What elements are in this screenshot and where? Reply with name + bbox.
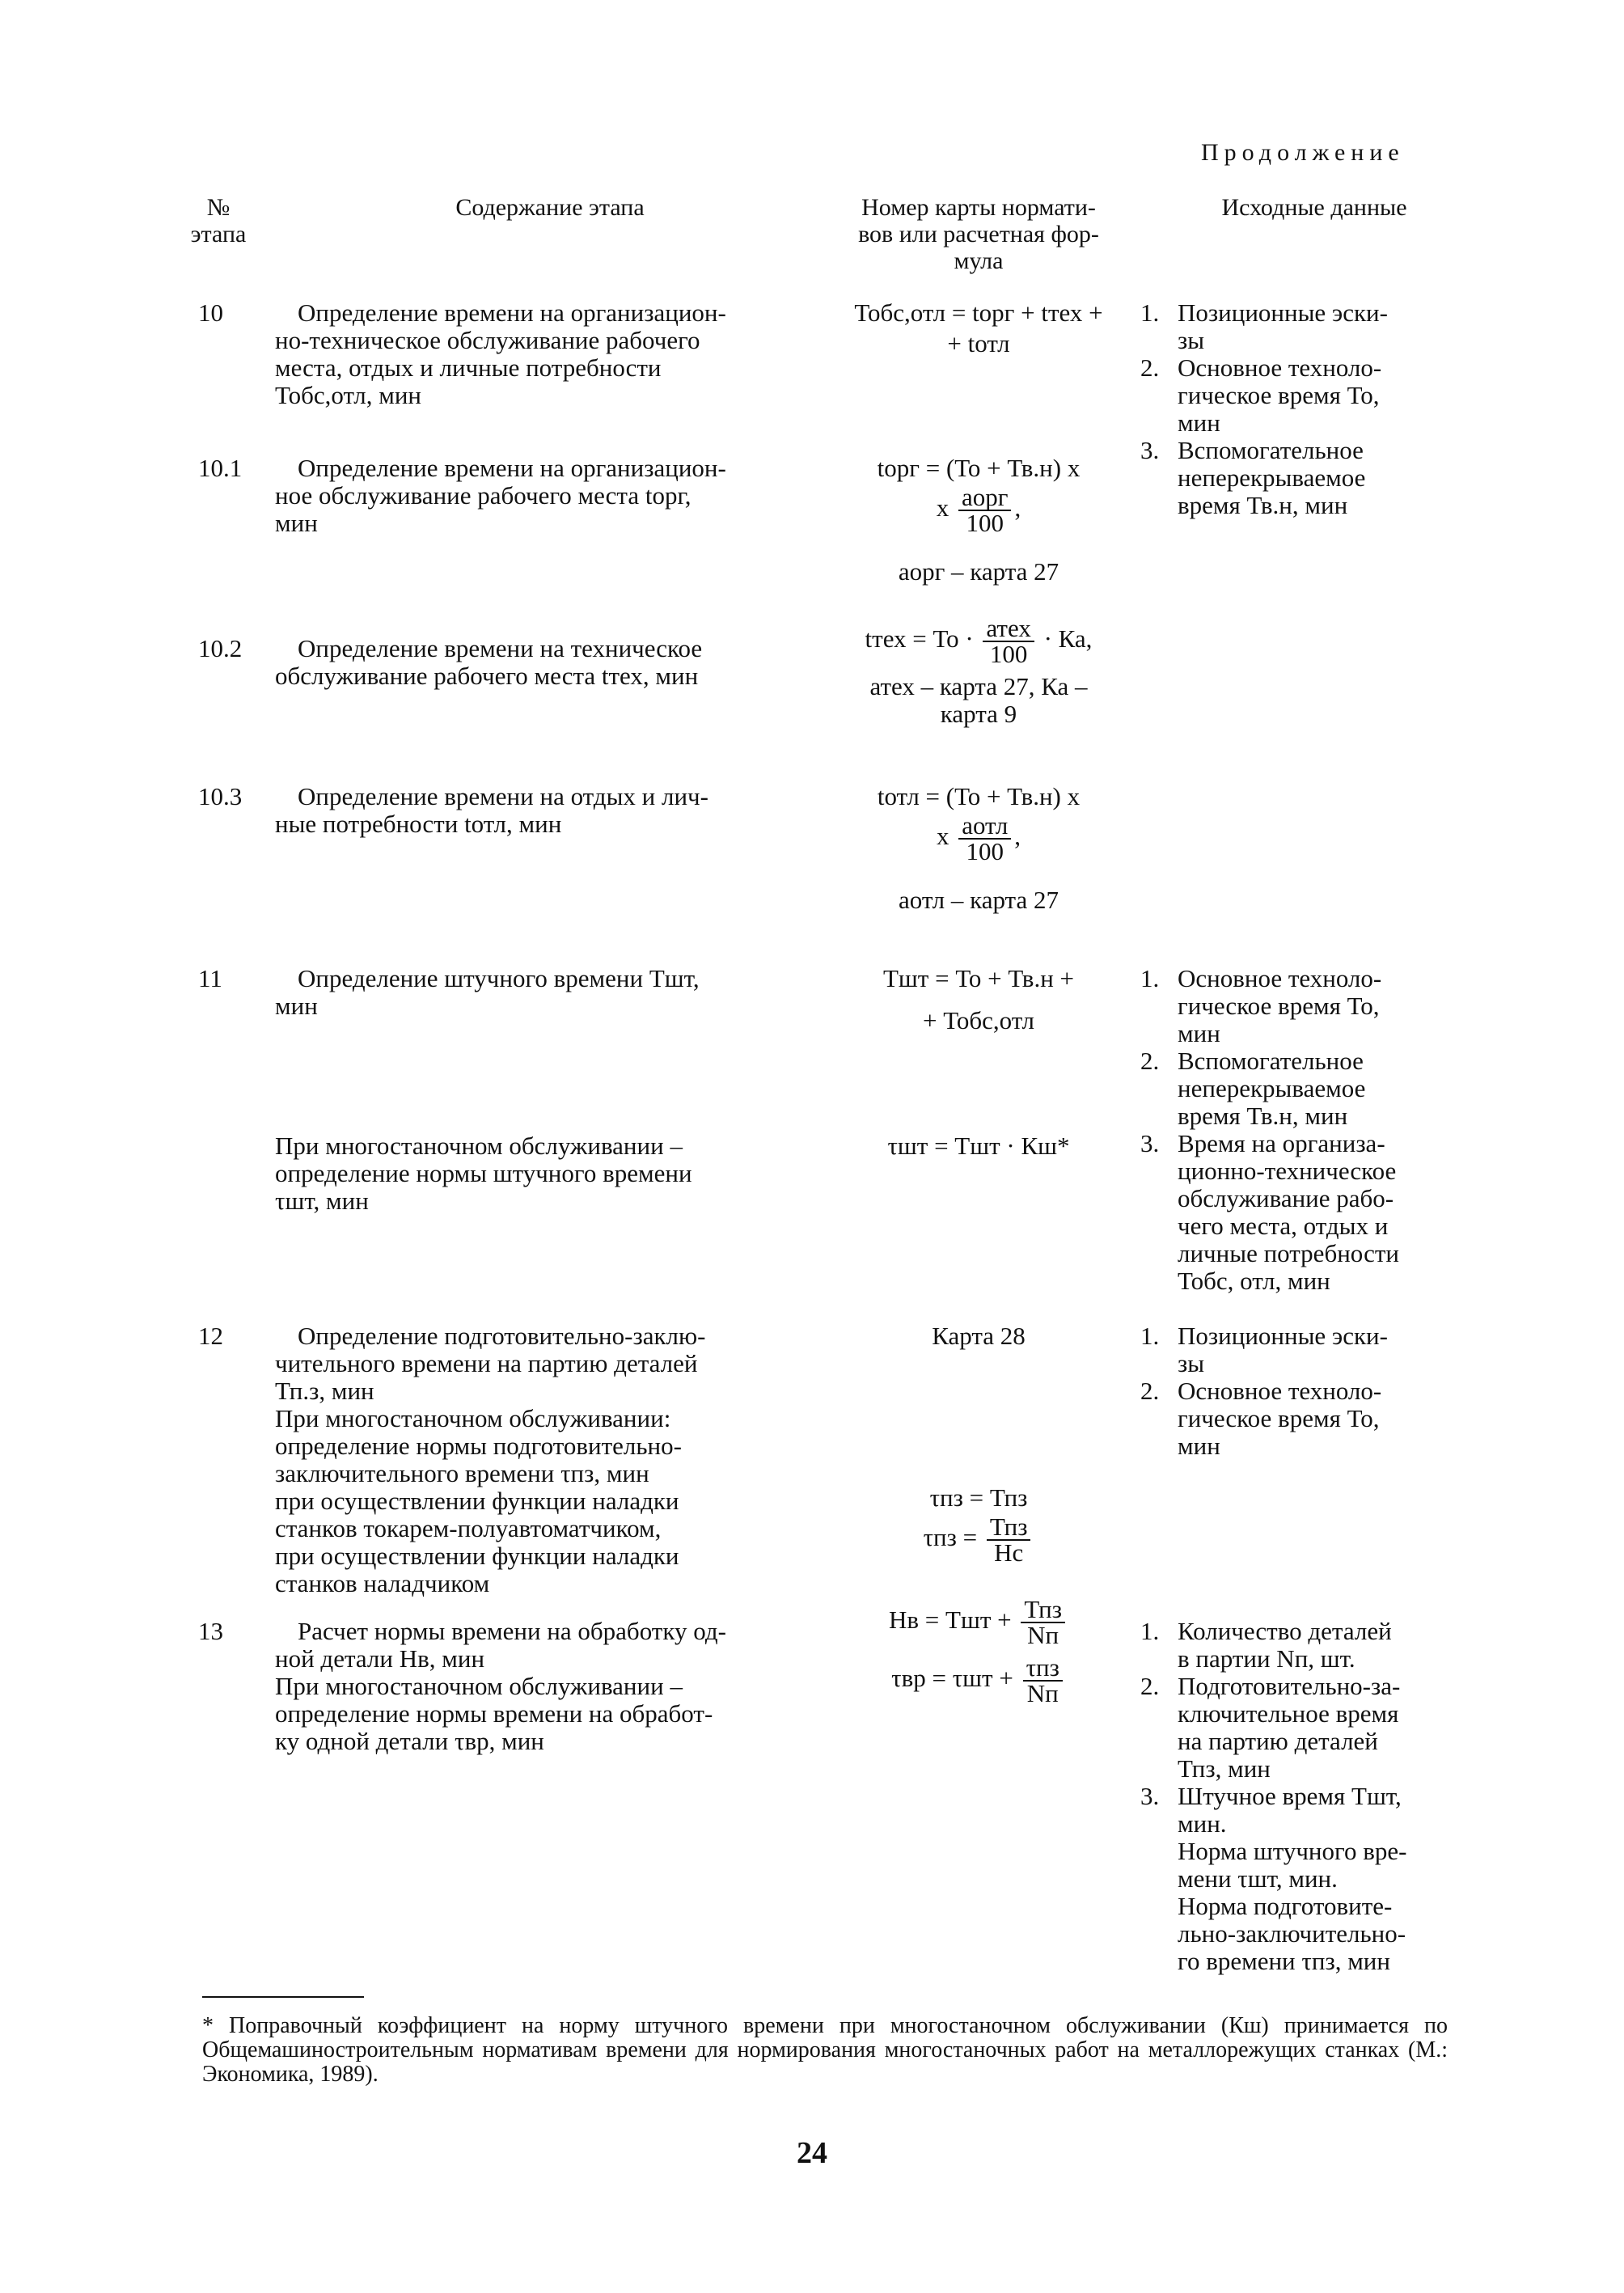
row-11-number: 11 xyxy=(198,964,222,992)
row-12-formula-a: τпз = Тпз xyxy=(929,1483,1028,1512)
source-item: 3. Вспомогательное неперекрываемое время Тв.н, мин xyxy=(1140,436,1366,519)
source-item: 2. Подготовительно-за- ключительное время на партию деталей Тпз, мин xyxy=(1140,1672,1401,1783)
row-10-formula xyxy=(817,299,1140,361)
row-12-number: 12 xyxy=(198,1322,223,1350)
row-13-content: Расчет нормы времени на обработку од- ной детали Нв, мин При многостаночном обслуживании – определение нормы времени на обработ- ку одной детали τвр, мин xyxy=(275,1617,726,1755)
row-13-formula-a: Нв = Тшт + $\frac{\text{Тпз}}{Nп}$ xyxy=(817,1597,1140,1656)
source-item: 1. Количество деталей в партии Nп, шт. xyxy=(1140,1617,1392,1673)
fraction: $\frac{\text{атех}}{100}$ xyxy=(983,616,1034,666)
header-stage-number: № этапа xyxy=(190,194,247,247)
row-10-2-formula-note: атех – карта 27, Ка – карта 9 xyxy=(869,672,1088,728)
fraction: $\frac{\text{аотл}}{100}$ xyxy=(958,814,1011,864)
row-13-number: 13 xyxy=(198,1617,223,1645)
row-13-formula xyxy=(817,1597,1140,1714)
source-data-group-11 xyxy=(1140,965,1448,1295)
footnote-divider xyxy=(202,1996,364,1998)
row-10-2-content: Определение времени на техническое обслуживание рабочего места tтех, мин xyxy=(275,634,703,690)
row-10-3-formula-line-2: x $\frac{\text{аотл}}{100}$ , xyxy=(936,811,1021,865)
row-11-formula-line-1: Тшт = То + Тв.н + xyxy=(882,964,1075,992)
fraction: $\frac{\text{Тпз}}{Nп}$ xyxy=(1021,1597,1065,1648)
page-number: 24 xyxy=(797,2136,827,2170)
fraction: $\frac{\text{τпз}}{Nп}$ xyxy=(1023,1656,1063,1706)
fraction: $\frac{\text{Тпз}}{Нс}$ xyxy=(987,1515,1031,1565)
row-11-multi-machine-formula: τшт = Тшт · Кш* xyxy=(887,1132,1070,1160)
continued-label: Продолжение xyxy=(1201,139,1405,166)
row-10-1-formula-line-2: x $\frac{\text{аорг}}{100}$ , xyxy=(936,483,1021,537)
source-item: 1. Позиционные эски- зы xyxy=(1140,298,1388,354)
source-item: 2. Основное техноло- гическое время То, мин xyxy=(1140,1377,1382,1460)
row-12-formula xyxy=(817,1484,1140,1572)
header-content: Содержание этапа xyxy=(455,194,645,221)
footnote: * Поправочный коэффициент на норму штучного времени при многостаночном обслуживании (Кш) принимается по Общемашиностроительным нормативам времени для нормирования многостаночных работ на металлорежущих станках (М.: Экономика, 1989). xyxy=(202,2013,1448,2087)
row-10-3-number: 10.3 xyxy=(198,782,243,810)
row-10-1-content: Определение времени на организацион- ное обслуживание рабочего места tорг, мин xyxy=(275,454,726,537)
row-10-3-content: Определение времени на отдых и лич- ные потребности tотл, мин xyxy=(275,782,708,838)
row-10-formula-line-2: + tотл xyxy=(947,329,1010,357)
row-10-formula-line-1: Тобс,отл = tорг + tтех + xyxy=(854,298,1103,327)
header-source-data: Исходные данные xyxy=(1221,194,1407,221)
source-data-group-10 xyxy=(1140,299,1448,519)
row-12-content: Определение подготовительно-заклю- чительного времени на партию деталей Тп.з, мин При многостаночном обслуживании: определение нормы подготовительно- заключительного времени τпз, мин при осуществлении функции наладки станков токарем-полуавтоматчиком, при осуществлении функции наладки станков наладчиком xyxy=(275,1322,706,1597)
row-13-formula-b: τвр = τшт + $\frac{\text{τпз}}{Nп}$ xyxy=(817,1656,1140,1714)
source-item: 1. Позиционные эски- зы xyxy=(1140,1322,1388,1377)
row-10-1-formula-note: аорг – карта 27 xyxy=(898,557,1059,586)
row-10-3-formula-line-1: tотл = (То + Тв.н) x xyxy=(877,782,1081,810)
row-10-2-number: 10.2 xyxy=(198,634,243,662)
row-10-2-formula-line-1: tтех = То · $\frac{\text{атех}}{100}$ · Ка, xyxy=(865,614,1093,668)
source-item: 3. Штучное время Тшт, мин. Норма штучного вре- мени τшт, мин. Норма подготовите- льно-заключительно- го времени τпз, мин xyxy=(1140,1782,1407,1975)
row-10-content: Определение времени на организацион- но-техническое обслуживание рабочего места, отдых и личные потребности Тобс,отл, мин xyxy=(275,298,726,409)
row-11-formula-line-2: + Тобс,отл xyxy=(923,1006,1034,1034)
row-11-formula xyxy=(817,965,1140,1038)
row-10-1-number: 10.1 xyxy=(198,454,243,482)
source-item: 3. Время на организа- ционно-техническое обслуживание рабо- чего места, отдых и личные потребности Тобс, отл, мин xyxy=(1140,1129,1399,1295)
row-11-multi-machine-content: При многостаночном обслуживании – определение нормы штучного времени τшт, мин xyxy=(275,1132,692,1215)
row-11-content: Определение штучного времени Тшт, мин xyxy=(275,964,700,1020)
row-12-formula-b: τпз = $\frac{\text{Тпз}}{Нс}$ xyxy=(817,1515,1140,1572)
row-12-formula-card: Карта 28 xyxy=(932,1322,1026,1350)
source-item: 2. Основное техноло- гическое время То, мин xyxy=(1140,353,1382,437)
row-10-3-formula-note: аотл – карта 27 xyxy=(899,886,1059,914)
source-item: 2. Вспомогательное неперекрываемое время Тв.н, мин xyxy=(1140,1047,1366,1130)
row-10-1-formula xyxy=(817,455,1140,589)
source-data-group-12 xyxy=(1140,1322,1448,1460)
fraction: $\frac{\text{аорг}}{100}$ xyxy=(958,485,1011,535)
header-formula: Номер карты нормати- вов или расчетная фор- мула xyxy=(858,194,1099,274)
source-item: 1. Основное техноло- гическое время То, мин xyxy=(1140,964,1382,1047)
row-10-1-formula-line-1: tорг = (То + Тв.н) x xyxy=(877,454,1081,482)
row-10-number: 10 xyxy=(198,298,223,327)
source-data-group-13 xyxy=(1140,1618,1448,1975)
row-10-2-formula xyxy=(817,616,1140,728)
row-10-3-formula xyxy=(817,783,1140,917)
